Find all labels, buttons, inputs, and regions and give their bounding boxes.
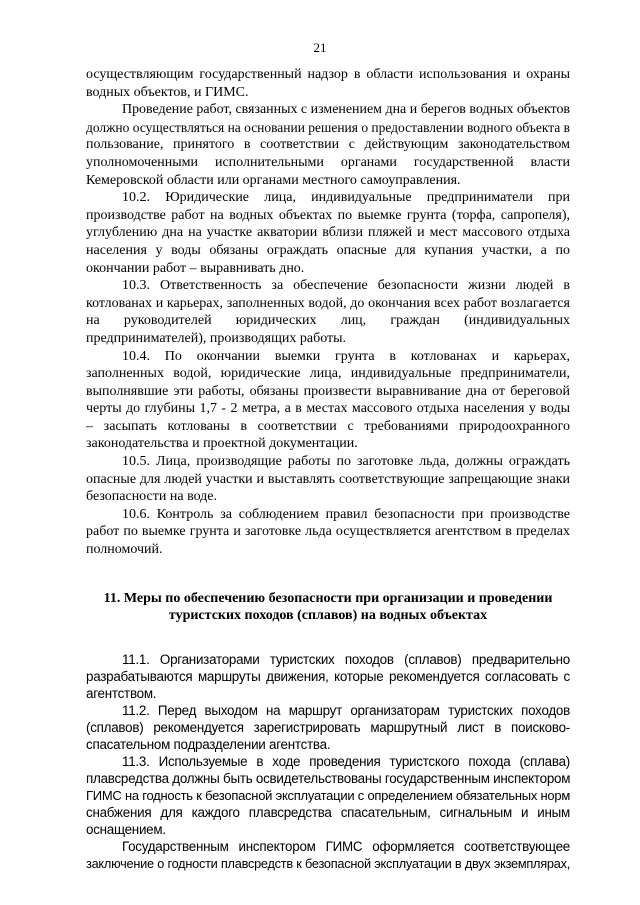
text-line: заключение о годности плавсредств к безопасной эксплуатации в двух экземплярах, [86,855,570,871]
text-line: осуществляющим государственный надзор в области использования и охраны [86,67,570,82]
text-line: черты до глубины 1,7 - 2 метра, а в местах массового отдыха населения у воды [86,401,570,417]
text-line: 11.3. Используемые в ходе проведения туристского похода (сплава) [122,753,570,769]
text-line: 10.4. По окончании выемки грунта в котлованах и карьерах, [122,348,570,364]
text-line: законодательства и проектной документации. [86,436,358,452]
text-line: заполненных водой, юридические лица, индивидуальные предприниматели, [86,366,570,382]
text-line: 11.2. Перед выходом на маршрут организаторам туристских походов [122,702,570,718]
text-line: ГИМС на годность к безопасной эксплуатации с определением обязательных норм [86,787,570,803]
section-11-heading [86,590,570,625]
text-line: снабжения для каждого плавсредства спасательным, сигнальным и иным [86,804,570,820]
text-line: Проведение работ, связанных с изменением дна и берегов водных объектов [122,102,570,118]
spacer [86,625,570,651]
text-line: Кемеровской области или органами местного самоуправления. [86,172,461,188]
paragraph-10-3 [86,277,570,347]
text-line: 10.2. Юридические лица, индивидуальные предприниматели при [122,190,570,206]
text-line: производстве работ на водных объектах по выемке грунта (торфа, сапропеля), [86,207,570,223]
heading-line: 11. Меры по обеспечению безопасности при организации и проведении [103,590,553,606]
text-line: полномочий. [86,542,163,558]
text-line: 10.6. Контроль за соблюдением правил безопасности при производстве [122,506,570,522]
text-line: уполномоченными исполнительными органами государственной власти [86,154,570,170]
text-line: оснащением. [86,821,166,837]
text-line: предпринимателей), производящих работы. [86,330,347,346]
document-body [86,66,570,872]
text-line: населения у воды обязаны ограждать опасные для купания участки, а по [86,242,570,258]
paragraph-11-4 [86,838,570,872]
paragraph-works [86,101,570,189]
text-line: безопасности на воде. [86,489,218,505]
text-line: углублению дна на участке акватории вблизи пляжей и мест массового отдыха [86,225,570,241]
text-line: опасные для людей участки и выставлять соответствующие запрещающие знаки [86,471,570,487]
paragraph-11-3 [86,753,570,838]
heading-line: туристских походов (сплавов) на водных объектах [168,608,488,624]
text-line: 11.1. Организаторами туристских походов (сплавов) предварительно [122,651,570,667]
paragraph-11-1 [86,651,570,702]
paragraph-10-5 [86,453,570,506]
text-line: должно осуществляться на основании решения о предоставлении водного объекта в [86,119,570,135]
text-line: котлованах и карьерах, заполненных водой, до окончания всех работ возлагается [86,295,570,311]
section-11-body [86,651,570,872]
text-line: 10.3. Ответственность за обеспечение безопасности жизни людей в [122,278,570,294]
text-line: (сплавов) рекомендуется зарегистрировать маршрутный лист в поисково- [86,719,570,735]
text-line: на руководителей юридических лиц, граждан (индивидуальных [86,313,570,329]
text-line: выполнявшие эти работы, обязаны произвести выравнивание дна от береговой [86,383,570,399]
text-line: Государственным инспектором ГИМС оформляется соответствующее [122,838,570,854]
text-line: – засыпать котлованы в соответствии с требованиями природоохранного [86,418,570,434]
text-line: плавсредства должны быть освидетельствованы государственным инспектором [86,770,571,786]
text-line: пользование, принятого в соответствии с действующим законодательством [86,137,570,153]
paragraph-continuation [86,66,570,101]
text-line: спасательном подразделении агентства. [86,736,331,752]
spacer [86,559,570,590]
text-line: разрабатываются маршруты движения, которые рекомендуется согласовать с [86,668,570,684]
text-line: 10.5. Лица, производящие работы по заготовке льда, должны ограждать [122,454,570,470]
text-line: агентством. [86,685,157,701]
text-line: водных объектов, и ГИМС. [86,84,249,100]
paragraph-10-6 [86,506,570,559]
text-line: окончании работ – выравнивать дно. [86,260,305,276]
paragraph-11-2 [86,702,570,753]
page-number: 21 [313,40,327,55]
paragraph-10-2 [86,189,570,277]
text-line: работ по выемке грунта и заготовке льда осуществляется агентством в пределах [86,524,570,540]
paragraph-10-4 [86,348,570,454]
